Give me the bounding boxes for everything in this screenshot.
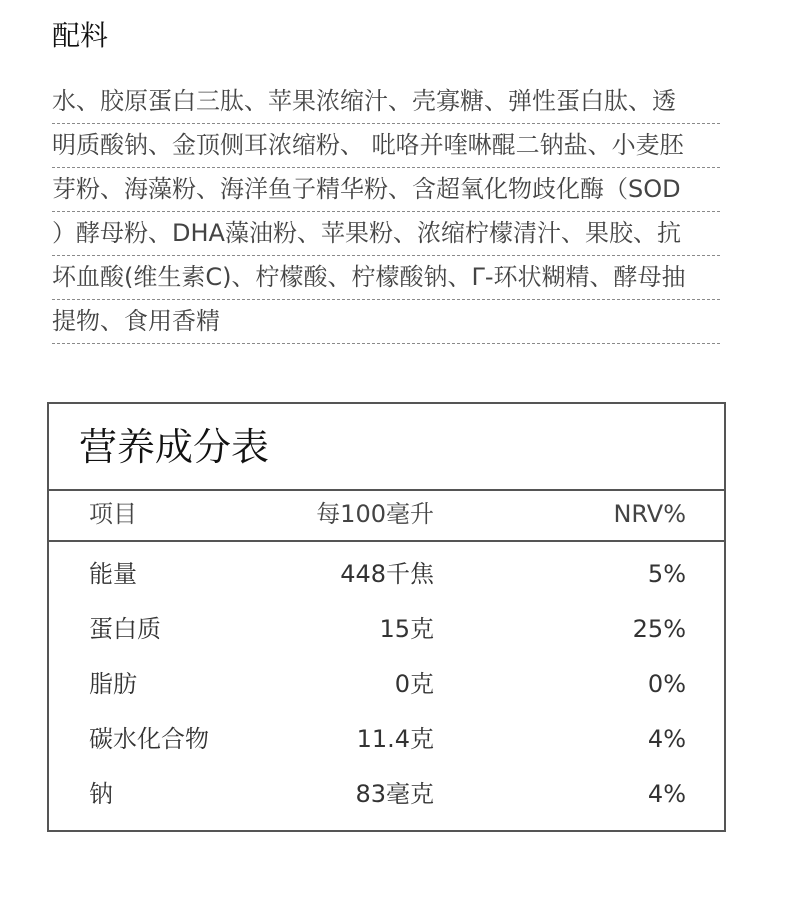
ingredients-title: 配料 — [52, 19, 109, 52]
ingredients-line: 明质酸钠、金顶侧耳浓缩粉、 吡咯并喹啉醌二钠盐、小麦胚 — [52, 124, 720, 168]
nutrient-nrv: 25% — [632, 615, 686, 643]
nutrient-amount: 0克 — [394, 670, 434, 698]
nutrition-table — [47, 402, 726, 832]
nutrient-amount: 448千焦 — [340, 560, 434, 588]
table-row — [49, 554, 724, 594]
nutrient-amount: 83毫克 — [355, 780, 434, 808]
table-row — [49, 609, 724, 649]
nutrient-name: 能量 — [89, 560, 137, 588]
header-nrv: NRV% — [613, 500, 686, 528]
table-row — [49, 774, 724, 814]
nutrient-nrv: 5% — [647, 560, 686, 588]
ingredients-list — [52, 80, 720, 344]
table-divider — [49, 540, 724, 542]
nutrient-nrv: 0% — [647, 670, 686, 698]
table-header-row — [49, 494, 724, 534]
table-row — [49, 664, 724, 704]
nutrient-nrv: 4% — [647, 725, 686, 753]
header-item: 项目 — [89, 500, 137, 528]
table-divider — [49, 489, 724, 491]
nutrient-name: 蛋白质 — [89, 615, 161, 643]
nutrient-name: 碳水化合物 — [89, 725, 209, 753]
nutrition-title: 营养成分表 — [79, 425, 270, 469]
header-per100: 每100毫升 — [316, 500, 434, 528]
ingredients-line: 水、胶原蛋白三肽、苹果浓缩汁、壳寡糖、弹性蛋白肽、透 — [52, 80, 720, 124]
ingredients-line: 芽粉、海藻粉、海洋鱼子精华粉、含超氧化物歧化酶（SOD — [52, 168, 720, 212]
nutrient-nrv: 4% — [647, 780, 686, 808]
table-row — [49, 719, 724, 759]
ingredients-line: 坏血酸(维生素C)、柠檬酸、柠檬酸钠、Γ-环状糊精、酵母抽 — [52, 256, 720, 300]
nutrient-amount: 11.4克 — [356, 725, 434, 753]
ingredients-line: 提物、食用香精 — [52, 300, 720, 344]
ingredients-line: ）酵母粉、DHA藻油粉、苹果粉、浓缩柠檬清汁、果胶、抗 — [52, 212, 720, 256]
nutrient-name: 钠 — [89, 780, 113, 808]
nutrient-name: 脂肪 — [89, 670, 137, 698]
nutrient-amount: 15克 — [379, 615, 434, 643]
